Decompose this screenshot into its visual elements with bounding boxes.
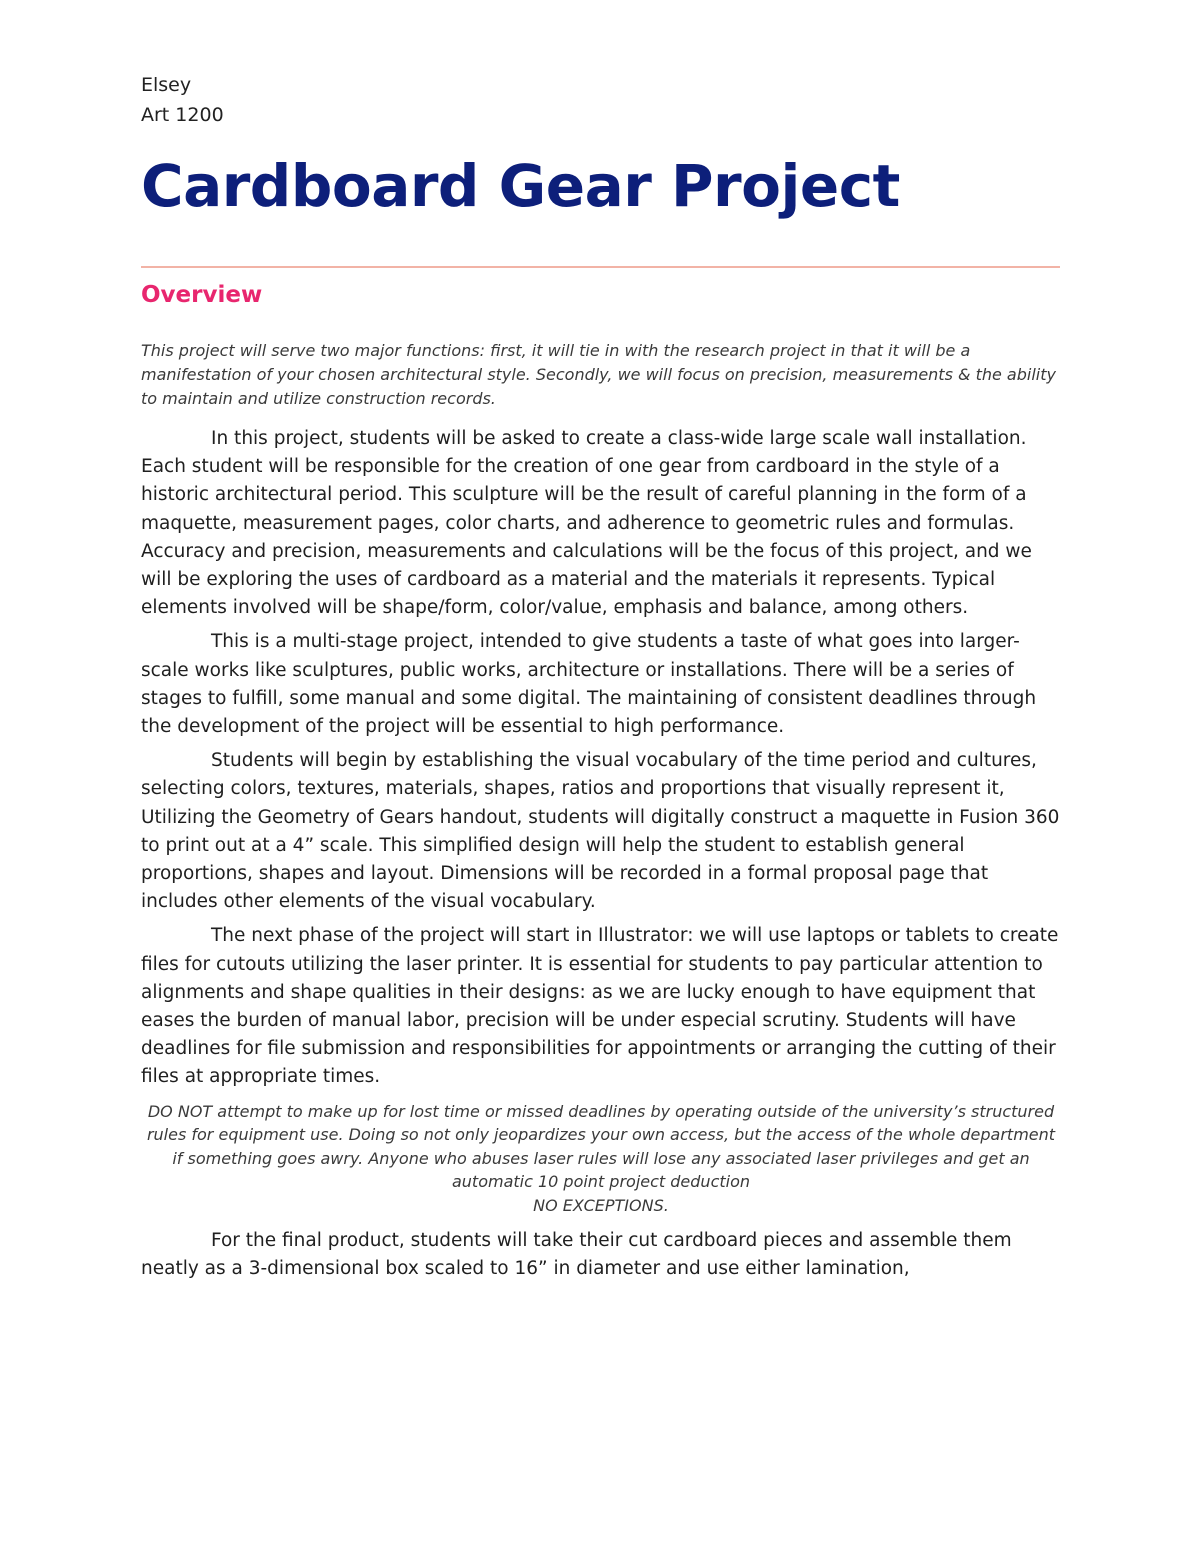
course-name: Art 1200: [141, 104, 224, 126]
paragraph: In this project, students will be asked to create a class-wide large scale wall installation. Each student will be responsible for the creation of one gear from cardboard in the style of a historic architectural period. This sculpture will be the result of careful planning in the form of a maquette, measurement pages, color charts, and adherence to geometric rules and formulas. Accuracy and precision, measurements and calculations will be the focus of this project, and we will be exploring the uses of cardboard as a material and the materials it represents. Typical elements involved will be shape/form, color/value, emphasis and balance, among others.: [141, 428, 1032, 619]
warning-emphasis: NO EXCEPTIONS.: [533, 1195, 669, 1215]
document-title: Cardboard Gear Project: [141, 152, 900, 220]
final-paragraph: For the final product, students will take their cut cardboard pieces and assemble them neatly as a 3-dimensional box scaled to 16” in diameter and use either lamination,: [141, 1230, 1012, 1280]
warning-text: DO NOT attempt to make up for lost time or missed deadlines by operating outside of the university’s structured rules for equipment use. Doing so not only jeopardizes your own access, but the access of the whole department if something goes awry. Anyone who abuses laser rules will lose any associated laser privileges and get an automatic 10 point project deduction: [146, 1101, 1056, 1192]
overview-intro: This project will serve two major functions: first, it will tie in with the research project in that it will be a manifestation of your chosen architectural style. Secondly, we will focus on precision, measurements & the ability to maintain and utilize construction records.: [141, 341, 1056, 408]
document-header: [141, 70, 224, 130]
paragraph: This is a multi-stage project, intended to give students a taste of what goes into larger-scale works like sculptures, public works, architecture or installations. There will be a series of stages to fulfill, some manual and some digital. The maintaining of consistent deadlines through the development of the project will be essential to high performance.: [141, 631, 1037, 738]
title-divider: [141, 266, 1060, 268]
overview-heading: Overview: [141, 282, 263, 308]
author-name: Elsey: [141, 74, 192, 96]
paragraph: Students will begin by establishing the visual vocabulary of the time period and cultures, selecting colors, textures, materials, shapes, ratios and proportions that visually represent it, Utilizing the Geometry of Gears handout, students will digitally construct a maquette in Fusion 360 to print out at a 4” scale. This simplified design will help the student to establish general proportions, shapes and layout. Dimensions will be recorded in a formal proposal page that includes other elements of the visual vocabulary.: [141, 750, 1060, 913]
paragraph: The next phase of the project will start in Illustrator: we will use laptops or tablets to create files for cutouts utilizing the laser printer. It is essential for students to pay particular attention to alignments and shape qualities in their designs: as we are lucky enough to have equipment that eases the burden of manual labor, precision will be under especial scrutiny. Students will have deadlines for file submission and responsibilities for appointments or arranging the cutting of their files at appropriate times.: [141, 925, 1059, 1088]
equipment-warning: [141, 1100, 1061, 1218]
body-text: [141, 425, 1061, 1290]
